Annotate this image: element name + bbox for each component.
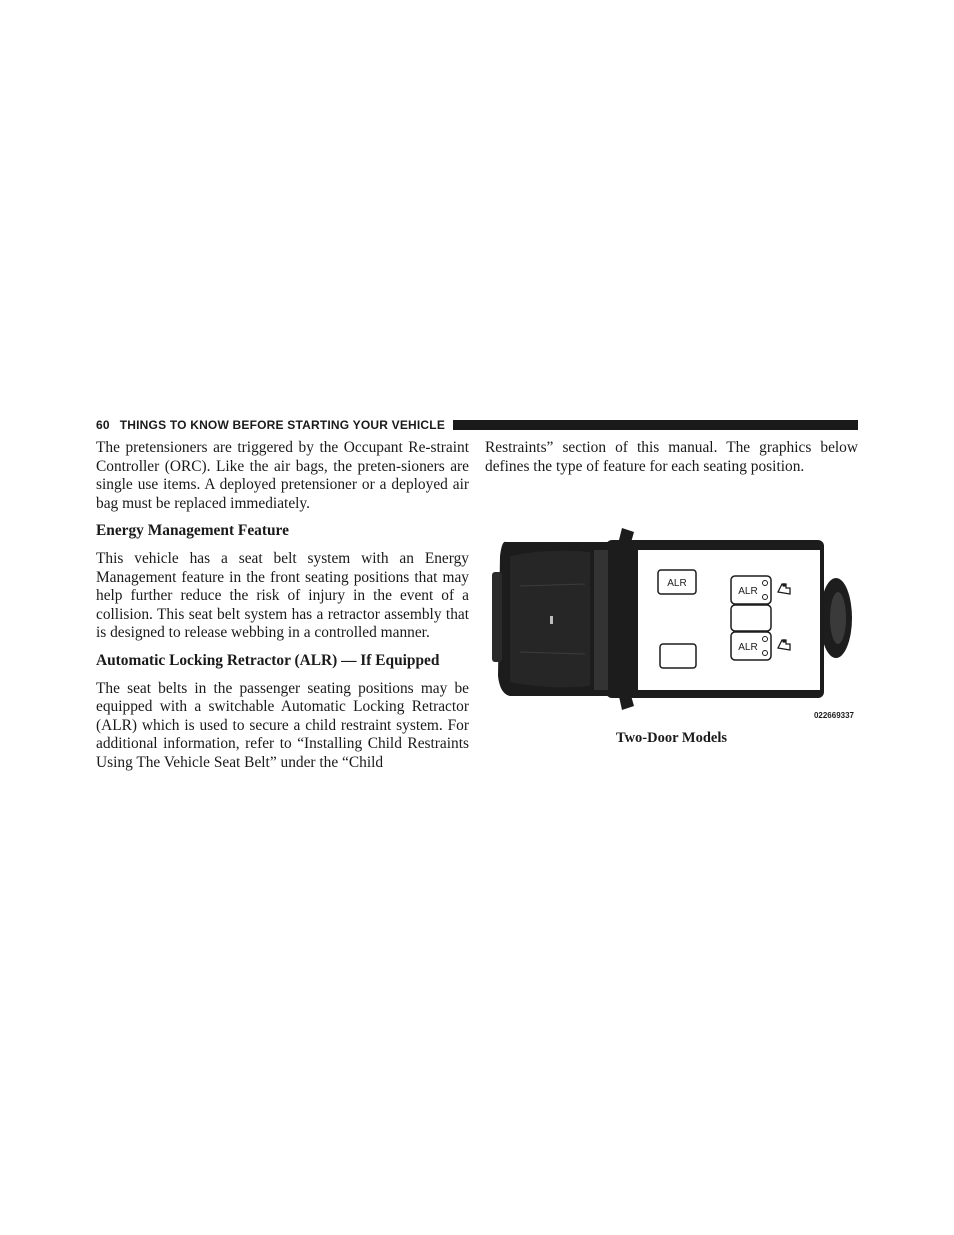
energy-management-paragraph: This vehicle has a seat belt system with an Energy Management feature in the front seating positions that may help further reduce the risk of injury in the event of a collision. This seat belt system has a retractor assembly that is designed to release webbing in a controlled manner. bbox=[96, 549, 469, 642]
alr-paragraph: The seat belts in the passenger seating positions may be equipped with a switchable Automatic Locking Retractor (ALR) which is used to secure a child restraint system. For additional information, refer to “Installing Child Restraints Using The Vehicle Seat Belt” under the “Child bbox=[96, 679, 469, 771]
left-column bbox=[96, 439, 469, 773]
rear-right-seat-label: ALR bbox=[738, 642, 758, 653]
pretensioner-paragraph: The pretensioners are triggered by the Occupant Re-straint Controller (ORC). Like the air bags, the preten-sioners are single use items. A deployed pretensioner or a deployed air bag must be replaced immediately. bbox=[96, 439, 469, 512]
page-number: 60 bbox=[96, 417, 110, 432]
rear-left-seat-label: ALR bbox=[738, 586, 758, 597]
alr-heading: Automatic Locking Retractor (ALR) — If Equipped bbox=[96, 651, 440, 669]
figure-code: 022669337 bbox=[813, 711, 854, 720]
energy-management-heading: Energy Management Feature bbox=[96, 522, 289, 540]
section-title: THINGS TO KNOW BEFORE STARTING YOUR VEHICLE bbox=[119, 417, 446, 432]
restraints-paragraph: Restraints” section of this manual. The graphics below defines the type of feature for each seating position. bbox=[485, 439, 858, 475]
front-seat-label: ALR bbox=[667, 578, 687, 589]
right-column bbox=[485, 439, 858, 476]
vehicle-top-view-illustration bbox=[490, 526, 858, 726]
figure-caption: Two-Door Models bbox=[615, 730, 728, 746]
page-header bbox=[96, 416, 858, 433]
header-rule bbox=[453, 420, 858, 430]
vehicle-seating-figure bbox=[490, 526, 858, 726]
